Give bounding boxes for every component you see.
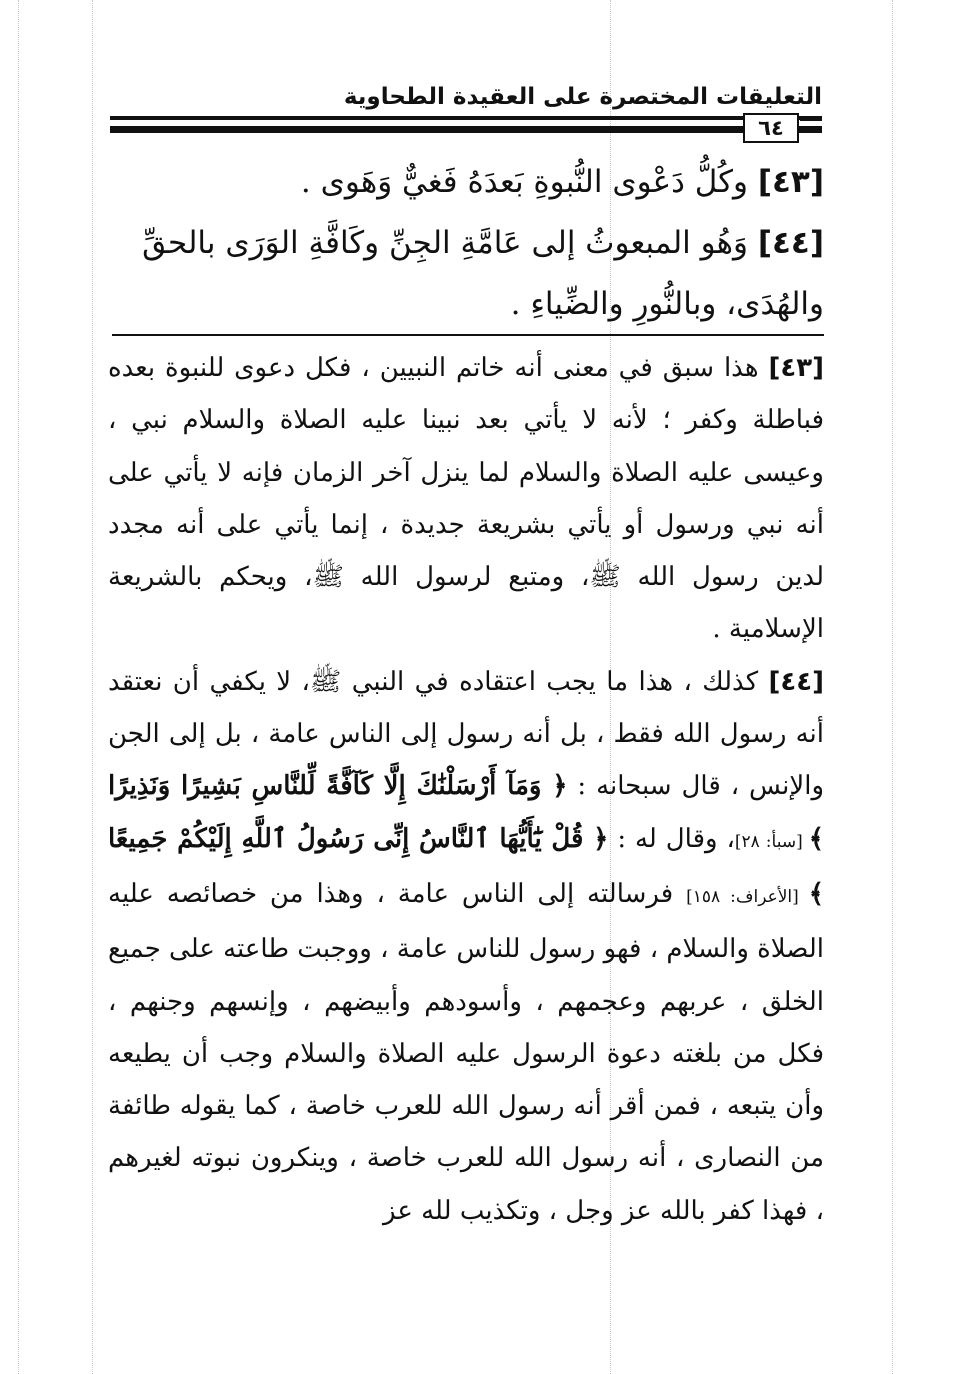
- quran-verse-araf-158: ﴿ قُلْ يَٰٓأَيُّهَا ٱلنَّاسُ إِنِّى رَسُولُ ٱللَّهِ إِلَيْكُمْ جَمِيعًا ﴾: [108, 823, 824, 909]
- matn-number-44: [٤٤]: [757, 225, 824, 261]
- header-rule-thick: [110, 126, 822, 133]
- commentary-text-43: هذا سبق في معنى أنه خاتم النبيين ، فكل دعوى للنبوة بعده فباطلة وكفر ؛ لأنه لا يأتي بعد نبينا عليه الصلاة والسلام نبي ، وعيسى عليه الصلاة والسلام لما ينزل آخر الزمان فإنه لا يأتي على أنه نبي ورسول أو يأتي بشريعة جديدة ، إنما يأتي على أنه مجدد لدين رسول الله ﷺ، ومتبع لرسول الله ﷺ، ويحكم بالشريعة الإسلامية .: [108, 353, 824, 645]
- verse-reference-araf: [الأعراف: ١٥٨]: [686, 886, 809, 907]
- matn-paragraph-43: [108, 152, 824, 213]
- matn-text: [108, 152, 824, 335]
- scan-dotted-line-left: [18, 0, 19, 1374]
- matn-text-44: وَهُو المبعوثُ إلى عَامَّةِ الجِنِّ وكَافَّةِ الوَرَى بالحقِّ والهُدَى، وبالنُّورِ والضِّياءِ .: [142, 225, 824, 322]
- verse-reference-saba: [سبأ: ٢٨]: [734, 831, 809, 852]
- commentary-text: [108, 342, 824, 1237]
- scan-dotted-line-right: [892, 0, 893, 1374]
- commentary-number-43: [٤٣]: [768, 353, 824, 383]
- scan-dotted-line-margin: [92, 0, 93, 1374]
- quran-verse-saba-28: ﴿ وَمَآ أَرْسَلْنَٰكَ إِلَّا كَآفَّةً لِّلنَّاسِ بَشِيرًا وَنَذِيرًا ﴾: [108, 771, 825, 854]
- section-divider: [112, 334, 824, 336]
- page-number: ٦٤: [743, 113, 799, 143]
- matn-number-43: [٤٣]: [757, 164, 824, 200]
- commentary-number-44: [٤٤]: [768, 666, 824, 697]
- commentary-text-44-part2: ، وقال له :: [608, 823, 735, 854]
- header-rule-stub: [800, 117, 822, 121]
- commentary-text-44-part1: كذلك ، هذا ما يجب اعتقاده في النبي ﷺ، لا يكفي أن نعتقد أنه رسول الله فقط ، بل أنه رسول إلى الناس عامة ، بل إلى الجن والإنس ، قال سبحانه :: [108, 666, 825, 802]
- commentary-text-44-part3: فرسالته إلى الناس عامة ، وهذا من خصائصه عليه الصلاة والسلام ، فهو رسول للناس عامة ، ووجبت طاعته على جميع الخلق ، عربهم وعجمهم ، وأسودهم وأبيضهم ، وإنسهم وجنهم ، فكل من بلغته دعوة الرسول عليه الصلاة والسلام وجب أن يطيعه وأن يتبعه ، فمن أقر أنه رسول الله للعرب خاصة ، كما يقوله طائفة من النصارى ، أنه رسول الله للعرب خاصة ، وينكرون نبوته لغيرهم ، فهذا كفر بالله عز وجل ، وتكذيب لله عز: [108, 878, 824, 1226]
- running-header-title: التعليقات المختصرة على العقيدة الطحاوية: [343, 84, 822, 110]
- commentary-paragraph-43: [108, 342, 824, 656]
- header-rule-top: [110, 116, 822, 120]
- commentary-paragraph-44: [108, 656, 824, 1237]
- matn-paragraph-44: [108, 213, 824, 335]
- matn-text-43: وكُلُّ دَعْوى النُّبوةِ بَعدَهُ فَغيٌّ وَهَوى .: [300, 164, 758, 200]
